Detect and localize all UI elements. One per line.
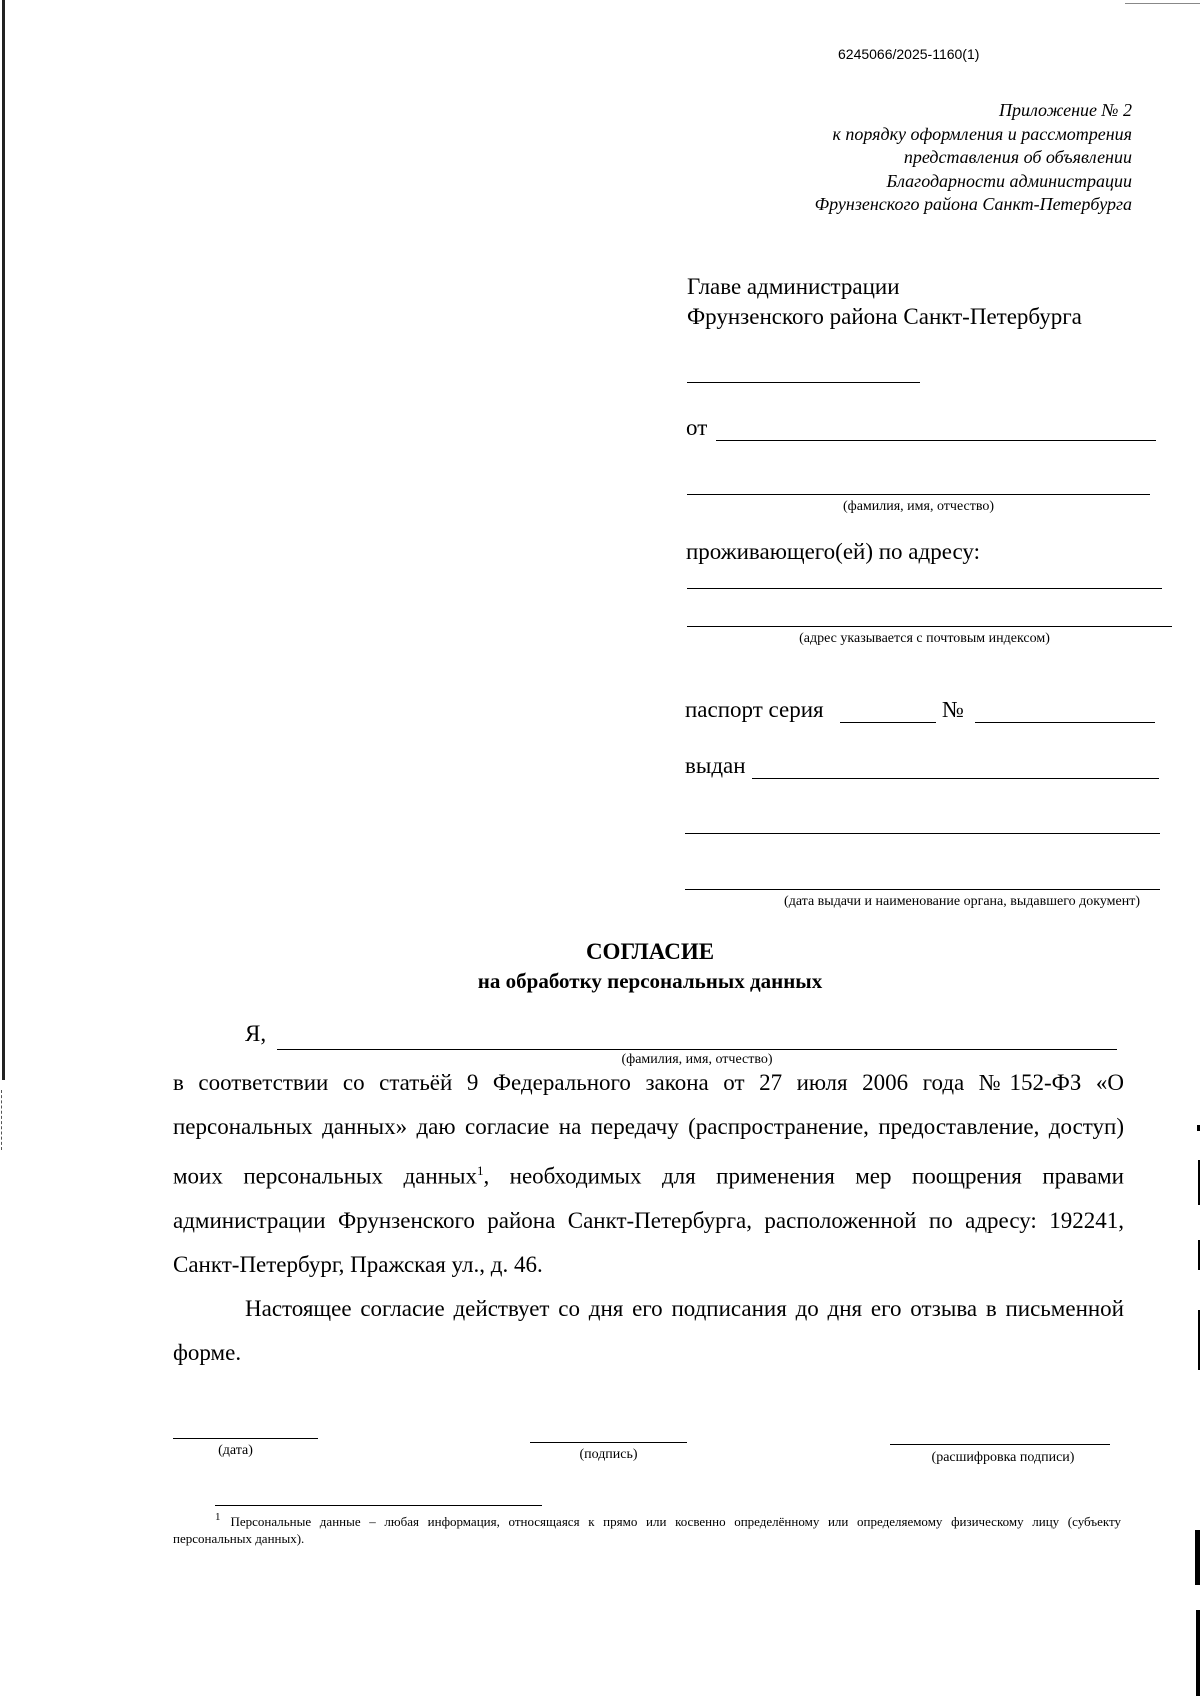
appendix-line: Приложение № 2 [998,100,1132,120]
date-caption: (дата) [218,1443,253,1458]
scan-edge-right [1195,1530,1200,1585]
footnote [173,1509,1121,1547]
scan-edge-top [1125,3,1200,4]
passport-series-field[interactable] [840,722,936,723]
validity-text: Настоящее согласие действует со дня его подписания до дня его отзыва в письменной форме. [173,1296,1124,1365]
addressee-line: Главе администрации [687,274,900,299]
scan-edge-right [1196,1610,1200,1696]
consent-text-part1: в соответствии со статьёй 9 Федерального закона от 27 июля 2006 года №152-ФЗ «О персональных данных» даю согласие на передачу (распространение, предоставление, доступ) моих персональных данных [173,1070,1124,1189]
passport-number-field[interactable] [975,722,1155,723]
document-title: СОГЛАСИЕ [585,939,715,964]
scan-edge-left [2,0,5,1080]
footnote-separator [215,1505,542,1506]
from-label: от [686,415,708,440]
date-field[interactable] [173,1438,318,1439]
issued-field-1[interactable] [752,778,1159,779]
appendix-line: Благодарности администрации [886,170,1132,191]
appendix-line: к порядку оформления и рассмотрения [832,123,1132,144]
fio-caption: (фамилия, имя, отчество) [842,499,995,514]
consent-i-label: Я, [245,1021,267,1046]
address-field-2[interactable] [687,626,1172,627]
consent-text-part2: , необходимых для применения мер поощрения правами администрации Фрунзенского района Санкт-Петербурга, расположенной по адресу: 192241, Санкт-Петербург, Пражская ул., д. 46. [173,1163,1124,1277]
address-field-1[interactable] [687,588,1162,589]
footnote-reference[interactable]: 1 [476,1163,484,1178]
appendix-line: Фрунзенского района Санкт-Петербурга [814,194,1132,214]
footnote-text: Персональные данные – любая информация, относящаяся к прямо или косвенно определённому или определяемому физическому лицу (субъекту персональных данных). [173,1514,1121,1546]
addressee [687,272,1082,332]
issued-field-3[interactable] [685,889,1160,890]
document-subtitle: на обработку персональных данных [477,969,823,993]
signature-caption: (подпись) [579,1447,638,1462]
addressee-line: Фрунзенского района Санкт-Петербурга [687,304,1082,329]
scan-edge-left-dashed [1,1090,3,1150]
address-label: проживающего(ей) по адресу: [686,539,980,564]
passport-number-label: № [942,697,964,722]
signature-decoding-caption: (расшифровка подписи) [931,1450,1075,1465]
document-number: 6245066/2025-1160(1) [838,46,980,62]
consent-fio-caption: (фамилия, имя, отчество) [621,1052,773,1067]
footnote-mark: 1 [215,1511,221,1523]
appendix-line: представления об объявлении [903,147,1132,167]
consent-fio-field[interactable] [277,1049,1117,1050]
appendix-block [815,99,1132,217]
from-fio-field[interactable] [716,440,1156,441]
consent-text [173,1061,1124,1287]
issued-caption: (дата выдачи и наименование органа, выдавшего документ) [784,894,1140,909]
head-name-blank[interactable] [687,382,920,383]
issued-field-2[interactable] [685,833,1160,834]
issued-label: выдан [685,753,746,778]
signature-decoding-field[interactable] [890,1444,1110,1445]
from-fio-field-2[interactable] [687,494,1150,495]
passport-series-label: паспорт серия [685,697,824,722]
signature-field[interactable] [530,1442,687,1443]
address-caption: (адрес указывается с почтовым индексом) [799,631,1050,646]
